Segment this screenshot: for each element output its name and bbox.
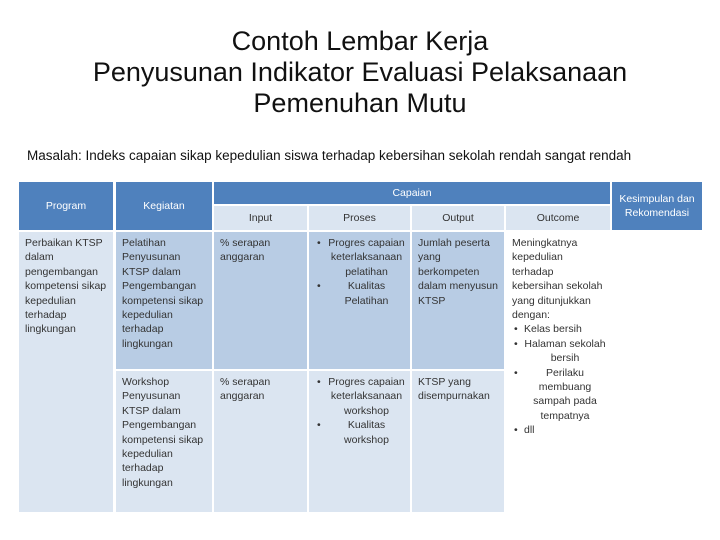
problem-statement: Masalah: Indeks capaian sikap kepedulian siswa terhadap kebersihan sekolah rendah sangat rendah [27,148,632,163]
row-2-output: KTSP yang disempurnakan [412,371,504,512]
outcome-item: • Kelas bersih [524,322,606,336]
slide-title [0,26,720,119]
kesimpulan-cell [612,232,702,512]
row-2-proses [309,371,410,512]
outcome-item: • Halaman sekolah bersih [524,337,606,366]
title-line-3: Pemenuhan Mutu [253,88,467,118]
row-2-kegiatan: Workshop Penyusunan KTSP dalam Pengembangan kompetensi sikap kepedulian terhadap lingkungan [116,371,212,512]
row-1-kegiatan: Pelatihan Penyusunan KTSP dalam Pengembangan kompetensi sikap kepedulian terhadap lingkungan [116,232,212,369]
row-2-input: % serapan anggaran [214,371,307,512]
program-cell: Perbaikan KTSP dalam pengembangan kompetensi sikap kepedulian terhadap lingkungan [19,232,113,512]
header-input: Input [214,206,307,230]
header-kesimpulan: Kesimpulan dan Rekomendasi [612,182,702,230]
header-output: Output [412,206,504,230]
outcome-cell [506,232,610,512]
row-1-proses-item: • Kualitas Pelatihan [327,279,406,308]
header-capaian: Capaian [214,182,610,204]
title-line-1: Contoh Lembar Kerja [231,26,489,56]
header-kegiatan: Kegiatan [116,182,212,230]
row-1-proses-item: • Progres capaian keterlaksanaan pelatihan [327,236,406,279]
row-2-proses-item: • Progres capaian keterlaksanaan workshop [327,375,406,418]
row-1-output: Jumlah peserta yang berkompeten dalam menyusun KTSP [412,232,504,369]
header-program: Program [19,182,113,230]
row-2-proses-item: • Kualitas workshop [327,418,406,447]
outcome-item: • Perilaku membuang sampah pada tempatnya [524,366,606,424]
outcome-intro: Meningkatnya kepedulian terhadap kebersihan sekolah yang ditunjukkan dengan: [512,237,603,322]
row-1-proses [309,232,410,369]
title-line-2: Penyusunan Indikator Evaluasi Pelaksanaan [92,57,628,87]
outcome-item: • dll [524,423,606,437]
header-proses: Proses [309,206,410,230]
row-1-input: % serapan anggaran [214,232,307,369]
header-outcome: Outcome [506,206,610,230]
